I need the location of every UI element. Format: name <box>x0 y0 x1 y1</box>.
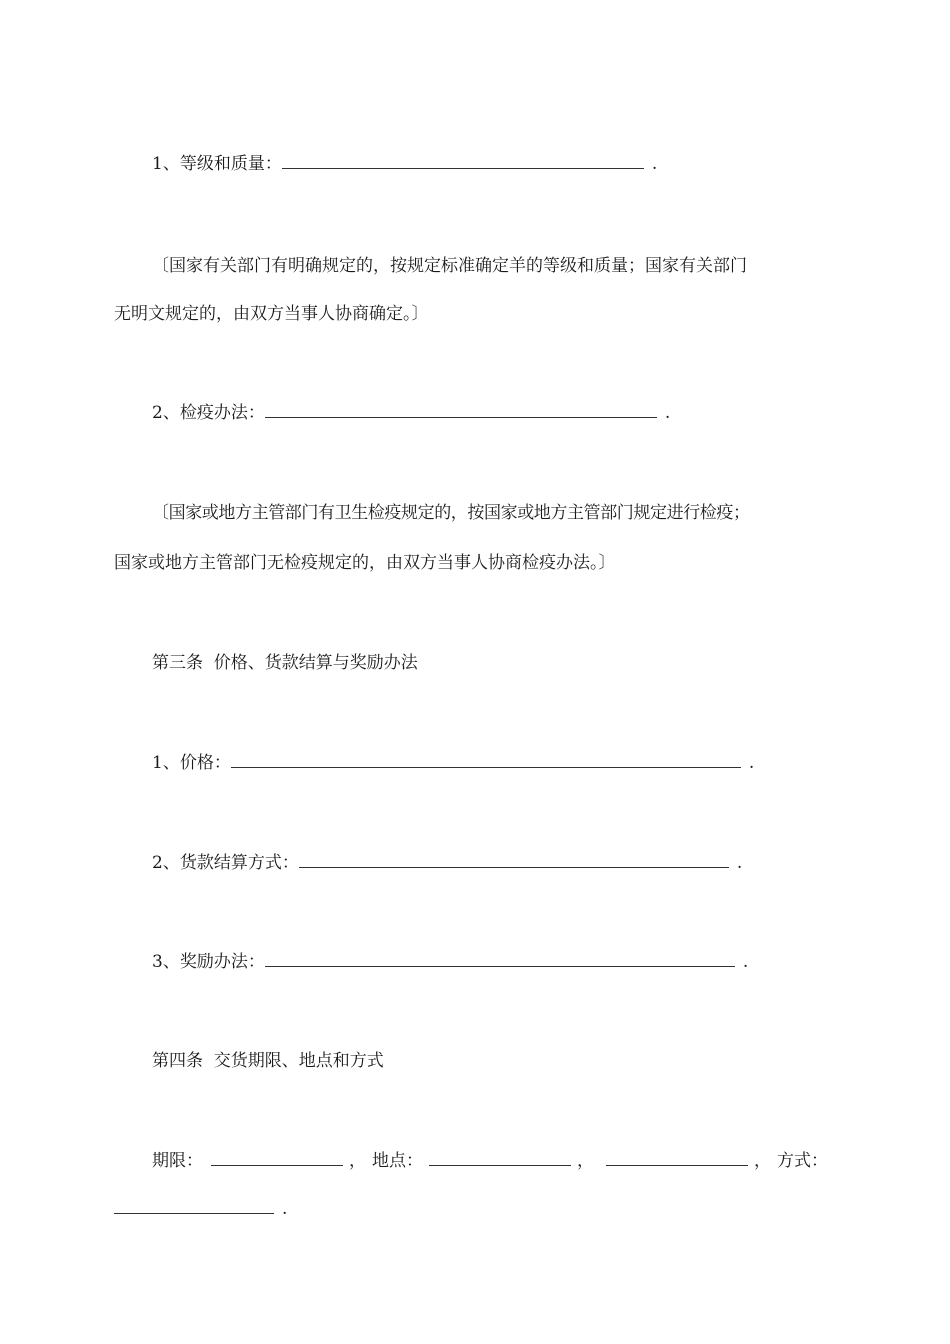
reward-label: 3、奖励办法： <box>152 952 265 972</box>
quarantine-period: . <box>664 403 671 423</box>
quarantine-blank[interactable] <box>265 403 657 418</box>
price-line <box>152 752 754 774</box>
comma-2: ， <box>577 1151 594 1171</box>
comma-1: ， <box>349 1151 366 1171</box>
method-line <box>114 1198 287 1220</box>
method-blank[interactable] <box>114 1199 274 1214</box>
method-label: 方式： <box>777 1151 828 1171</box>
delivery-line <box>152 1150 828 1172</box>
price-period: . <box>748 753 755 773</box>
article-3-heading: 第三条 价格、货款结算与奖励办法 <box>152 653 418 673</box>
quarantine-line <box>152 402 670 424</box>
reward-line <box>152 951 748 973</box>
method-period: . <box>282 1199 288 1219</box>
place-blank[interactable] <box>429 1151 571 1166</box>
place-blank-2[interactable] <box>606 1151 748 1166</box>
price-blank[interactable] <box>231 753 741 768</box>
quality-grade-label: 1、等级和质量： <box>152 154 282 174</box>
place-label: 地点： <box>372 1151 423 1171</box>
settlement-period: . <box>736 853 743 873</box>
reward-blank[interactable] <box>265 952 735 967</box>
quarantine-note-line-2: 国家或地方主管部门无检疫规定的，由双方当事人协商检疫办法。〕 <box>114 553 616 573</box>
quality-grade-period: . <box>651 154 658 174</box>
period-blank[interactable] <box>211 1151 343 1166</box>
quality-grade-blank[interactable] <box>282 154 644 169</box>
quarantine-label: 2、检疫办法： <box>152 403 265 423</box>
reward-period: . <box>742 952 749 972</box>
quality-grade-line <box>152 153 657 175</box>
period-label: 期限： <box>152 1151 203 1171</box>
comma-3: ， <box>754 1151 771 1171</box>
quarantine-note-line-1: 〔国家或地方主管部门有卫生检疫规定的，按国家或地方主管部门规定进行检疫； <box>152 503 750 523</box>
price-label: 1、价格： <box>152 753 231 773</box>
quality-note-line-2: 无明文规定的，由双方当事人协商确定。〕 <box>114 304 429 324</box>
quality-note-line-1: 〔国家有关部门有明确规定的，按规定标准确定羊的等级和质量；国家有关部门 <box>152 256 747 276</box>
article-4-heading: 第四条 交货期限、地点和方式 <box>152 1051 384 1071</box>
settlement-blank[interactable] <box>299 853 729 868</box>
settlement-line <box>152 852 742 874</box>
settlement-label: 2、货款结算方式： <box>152 853 299 873</box>
